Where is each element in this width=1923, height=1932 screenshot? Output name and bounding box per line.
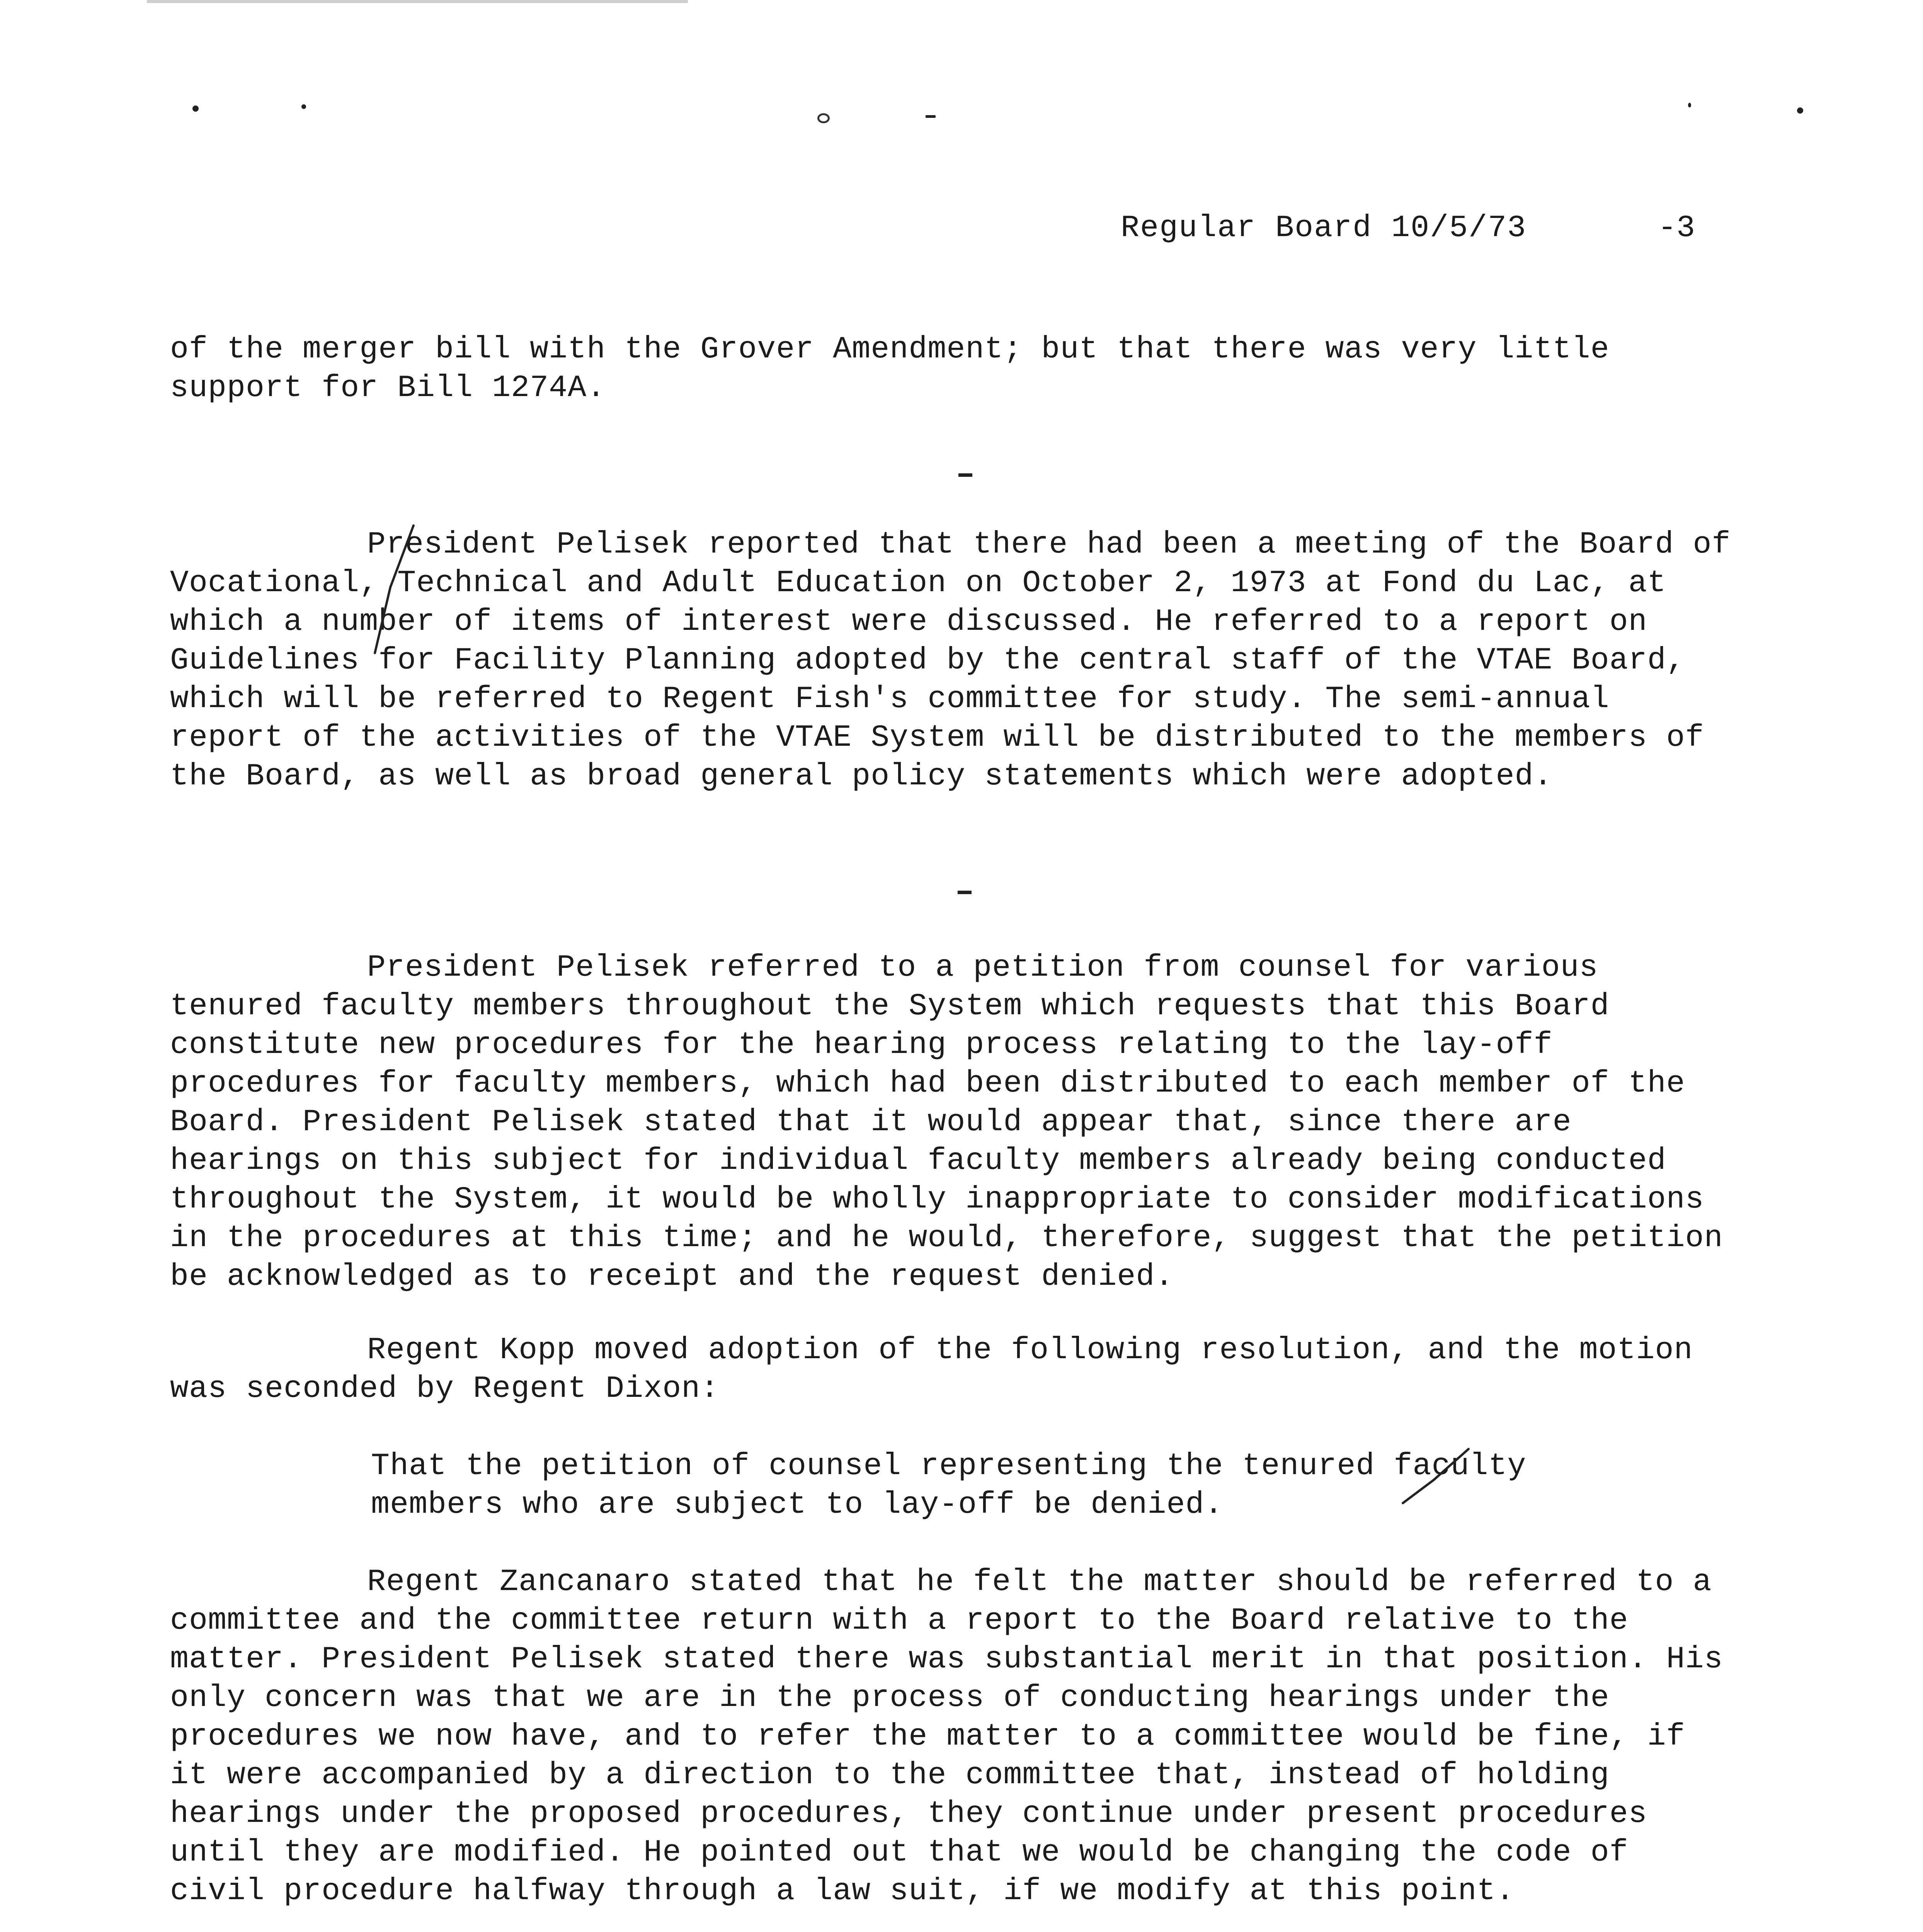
scan-speck — [301, 104, 306, 109]
section-divider-dash — [958, 891, 972, 894]
handwritten-check-icon — [1399, 1445, 1476, 1507]
resolution-text: That the petition of counsel representing the tenured faculty members who are subject to lay-off be denied. — [371, 1449, 1526, 1522]
page-header-number: -3 — [1658, 211, 1695, 246]
paragraph-petition: President Pelisek referred to a petition from counsel for various tenured faculty members throughout the System which requests that this Board constitute new procedures for the hearing process relating to the lay-off procedures for faculty members, which had been distributed to each member of the Board. President Pelisek stated that it would appear that, since there are hearings on this subject for individual faculty members already being conducted throughout the System, it would be wholly inappropriate to consider modifications in the procedures at this time; and he would, therefore, suggest that the petition be acknowledged as to receipt and the request denied. — [170, 950, 1723, 1294]
page-header-title: Regular Board 10/5/73 — [1121, 211, 1527, 246]
paragraph-zancanaro: Regent Zancanaro stated that he felt the matter should be referred to a committee and the committee return with a report to the Board relative to the matter. President Pelisek stated there was substantial merit in that position. His only concern was that we are in the process of conducting hearings under the procedures we now have, and to refer the matter to a committee would be fine, if it were accompanied by a direction to the committee that, instead of holding hearings under the proposed procedures, they continue under present procedures until they are modified. He pointed out that we would be changing the code of civil procedure halfway through a law suit, if we modify at this point. — [170, 1565, 1723, 1909]
scan-edge-line — [147, 0, 688, 3]
paragraph-kopp-motion: Regent Kopp moved adoption of the following resolution, and the motion was seconded by Regent Dixon: — [170, 1333, 1693, 1406]
handwritten-check-icon — [367, 522, 429, 661]
scan-speck — [1688, 103, 1691, 107]
scan-speck — [817, 113, 830, 123]
paragraph-vtae-meeting: President Pelisek reported that there had been a meeting of the Board of Vocational, Technical and Adult Education on October 2, 1973 at Fond du Lac, at which a number of items of interest were discussed. He referred to a report on Guidelines for Facility Planning adopted by the central staff of the VTAE Board, which will be referred to Regent Fish's committee for study. The semi-annual report of the activities of the VTAE System will be distributed to the members of the Board, as well as broad general policy statements which were adopted. — [170, 527, 1731, 794]
section-divider-dash — [958, 473, 972, 477]
scan-speck — [926, 115, 936, 118]
paragraph-merger-bill: of the merger bill with the Grover Amendment; but that there was very little support for Bill 1274A. — [170, 332, 1610, 406]
scan-speck — [1797, 107, 1803, 114]
scan-speck — [192, 105, 199, 112]
